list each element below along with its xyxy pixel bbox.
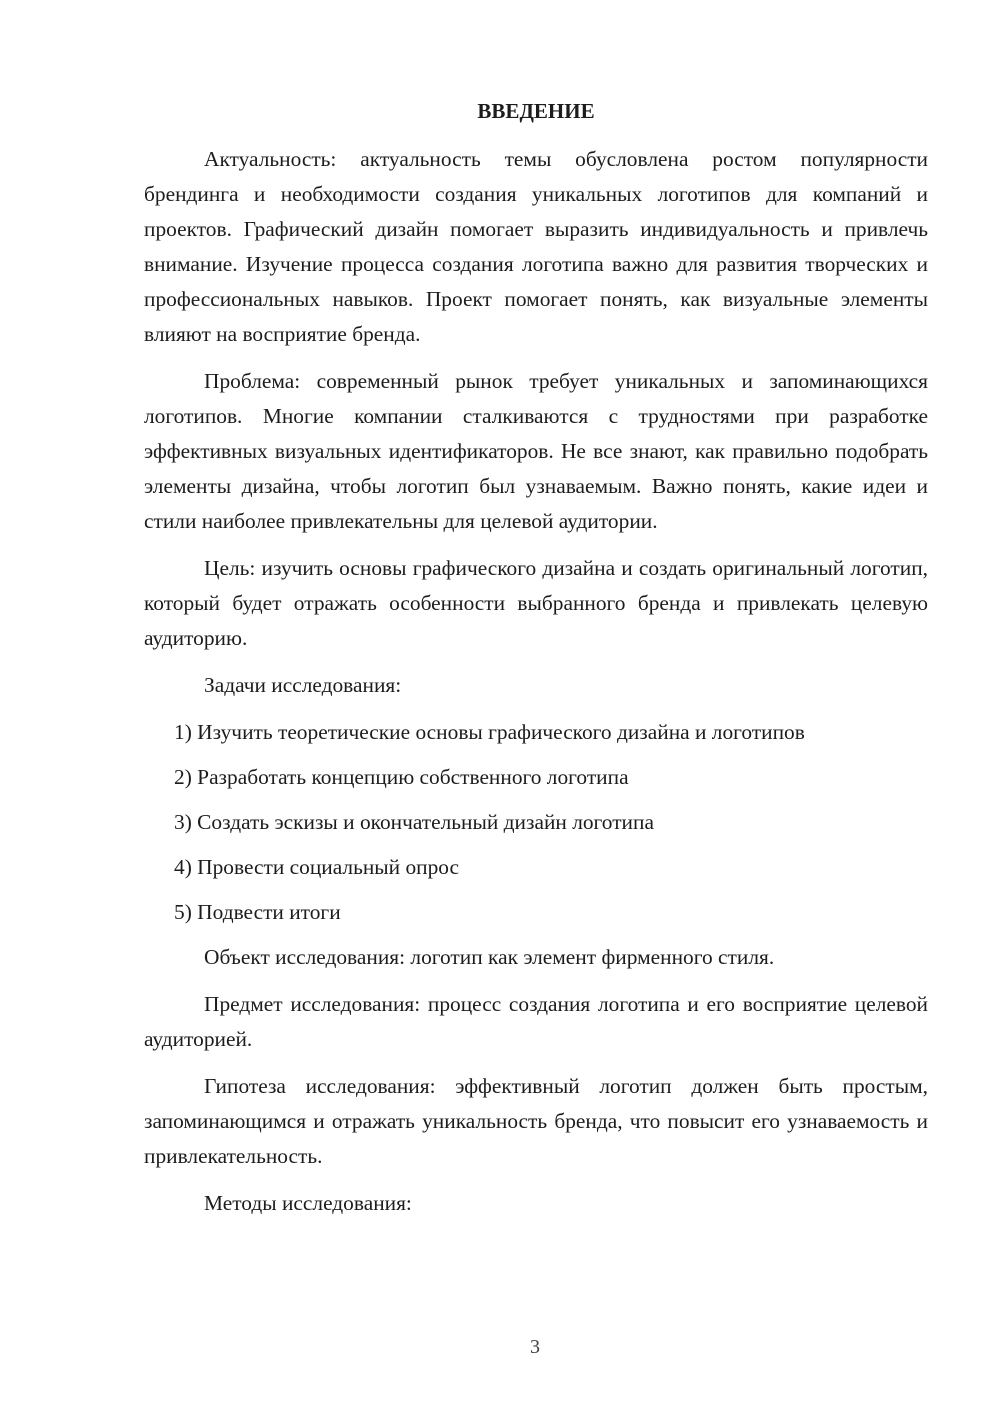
- paragraph-relevance: Актуальность: актуальность темы обусловлена ростом популярности брендинга и необходимости создания уникальных логотипов для компаний и проектов. Графический дизайн помогает выразить индивидуальность и привлечь внимание. Изучение процесса создания логотипа важно для развития творческих и профессиональных навыков. Проект помогает понять, как визуальные элементы влияют на восприятие бренда.: [144, 147, 928, 346]
- list-item: 2) Разработать концепцию собственного логотипа: [174, 765, 629, 789]
- page-content: [144, 96, 928, 1233]
- paragraph-problem: Проблема: современный рынок требует уникальных и запоминающихся логотипов. Многие компании сталкиваются с трудностями при разработке эффективных визуальных идентификаторов. Не все знают, как правильно подобрать элементы дизайна, чтобы логотип был узнаваемым. Важно понять, какие идеи и стили наиболее привлекательны для целевой аудитории.: [144, 369, 928, 533]
- list-item: 5) Подвести итоги: [174, 900, 341, 924]
- page-title: ВВЕДЕНИЕ: [477, 99, 595, 123]
- paragraph-subject: Предмет исследования: процесс создания логотипа и его восприятие целевой аудиторией.: [144, 992, 928, 1051]
- list-item: 1) Изучить теоретические основы графического дизайна и логотипов: [174, 720, 805, 744]
- tasks-list: [144, 715, 928, 930]
- tasks-heading: Задачи исследования:: [204, 673, 402, 697]
- paragraph-object: Объект исследования: логотип как элемент фирменного стиля.: [204, 945, 775, 969]
- paragraph-hypothesis: Гипотеза исследования: эффективный логотип должен быть простым, запоминающимся и отражать уникальность бренда, что повысит его узнаваемость и привлекательность.: [144, 1074, 928, 1168]
- list-item: 4) Провести социальный опрос: [174, 855, 460, 879]
- paragraph-goal: Цель: изучить основы графического дизайна и создать оригинальный логотип, который будет отражать особенности выбранного бренда и привлекать целевую аудиторию.: [144, 556, 928, 650]
- page-number: 3: [530, 1336, 540, 1358]
- methods-heading: Методы исследования:: [204, 1191, 412, 1215]
- list-item: 3) Создать эскизы и окончательный дизайн логотипа: [174, 810, 654, 834]
